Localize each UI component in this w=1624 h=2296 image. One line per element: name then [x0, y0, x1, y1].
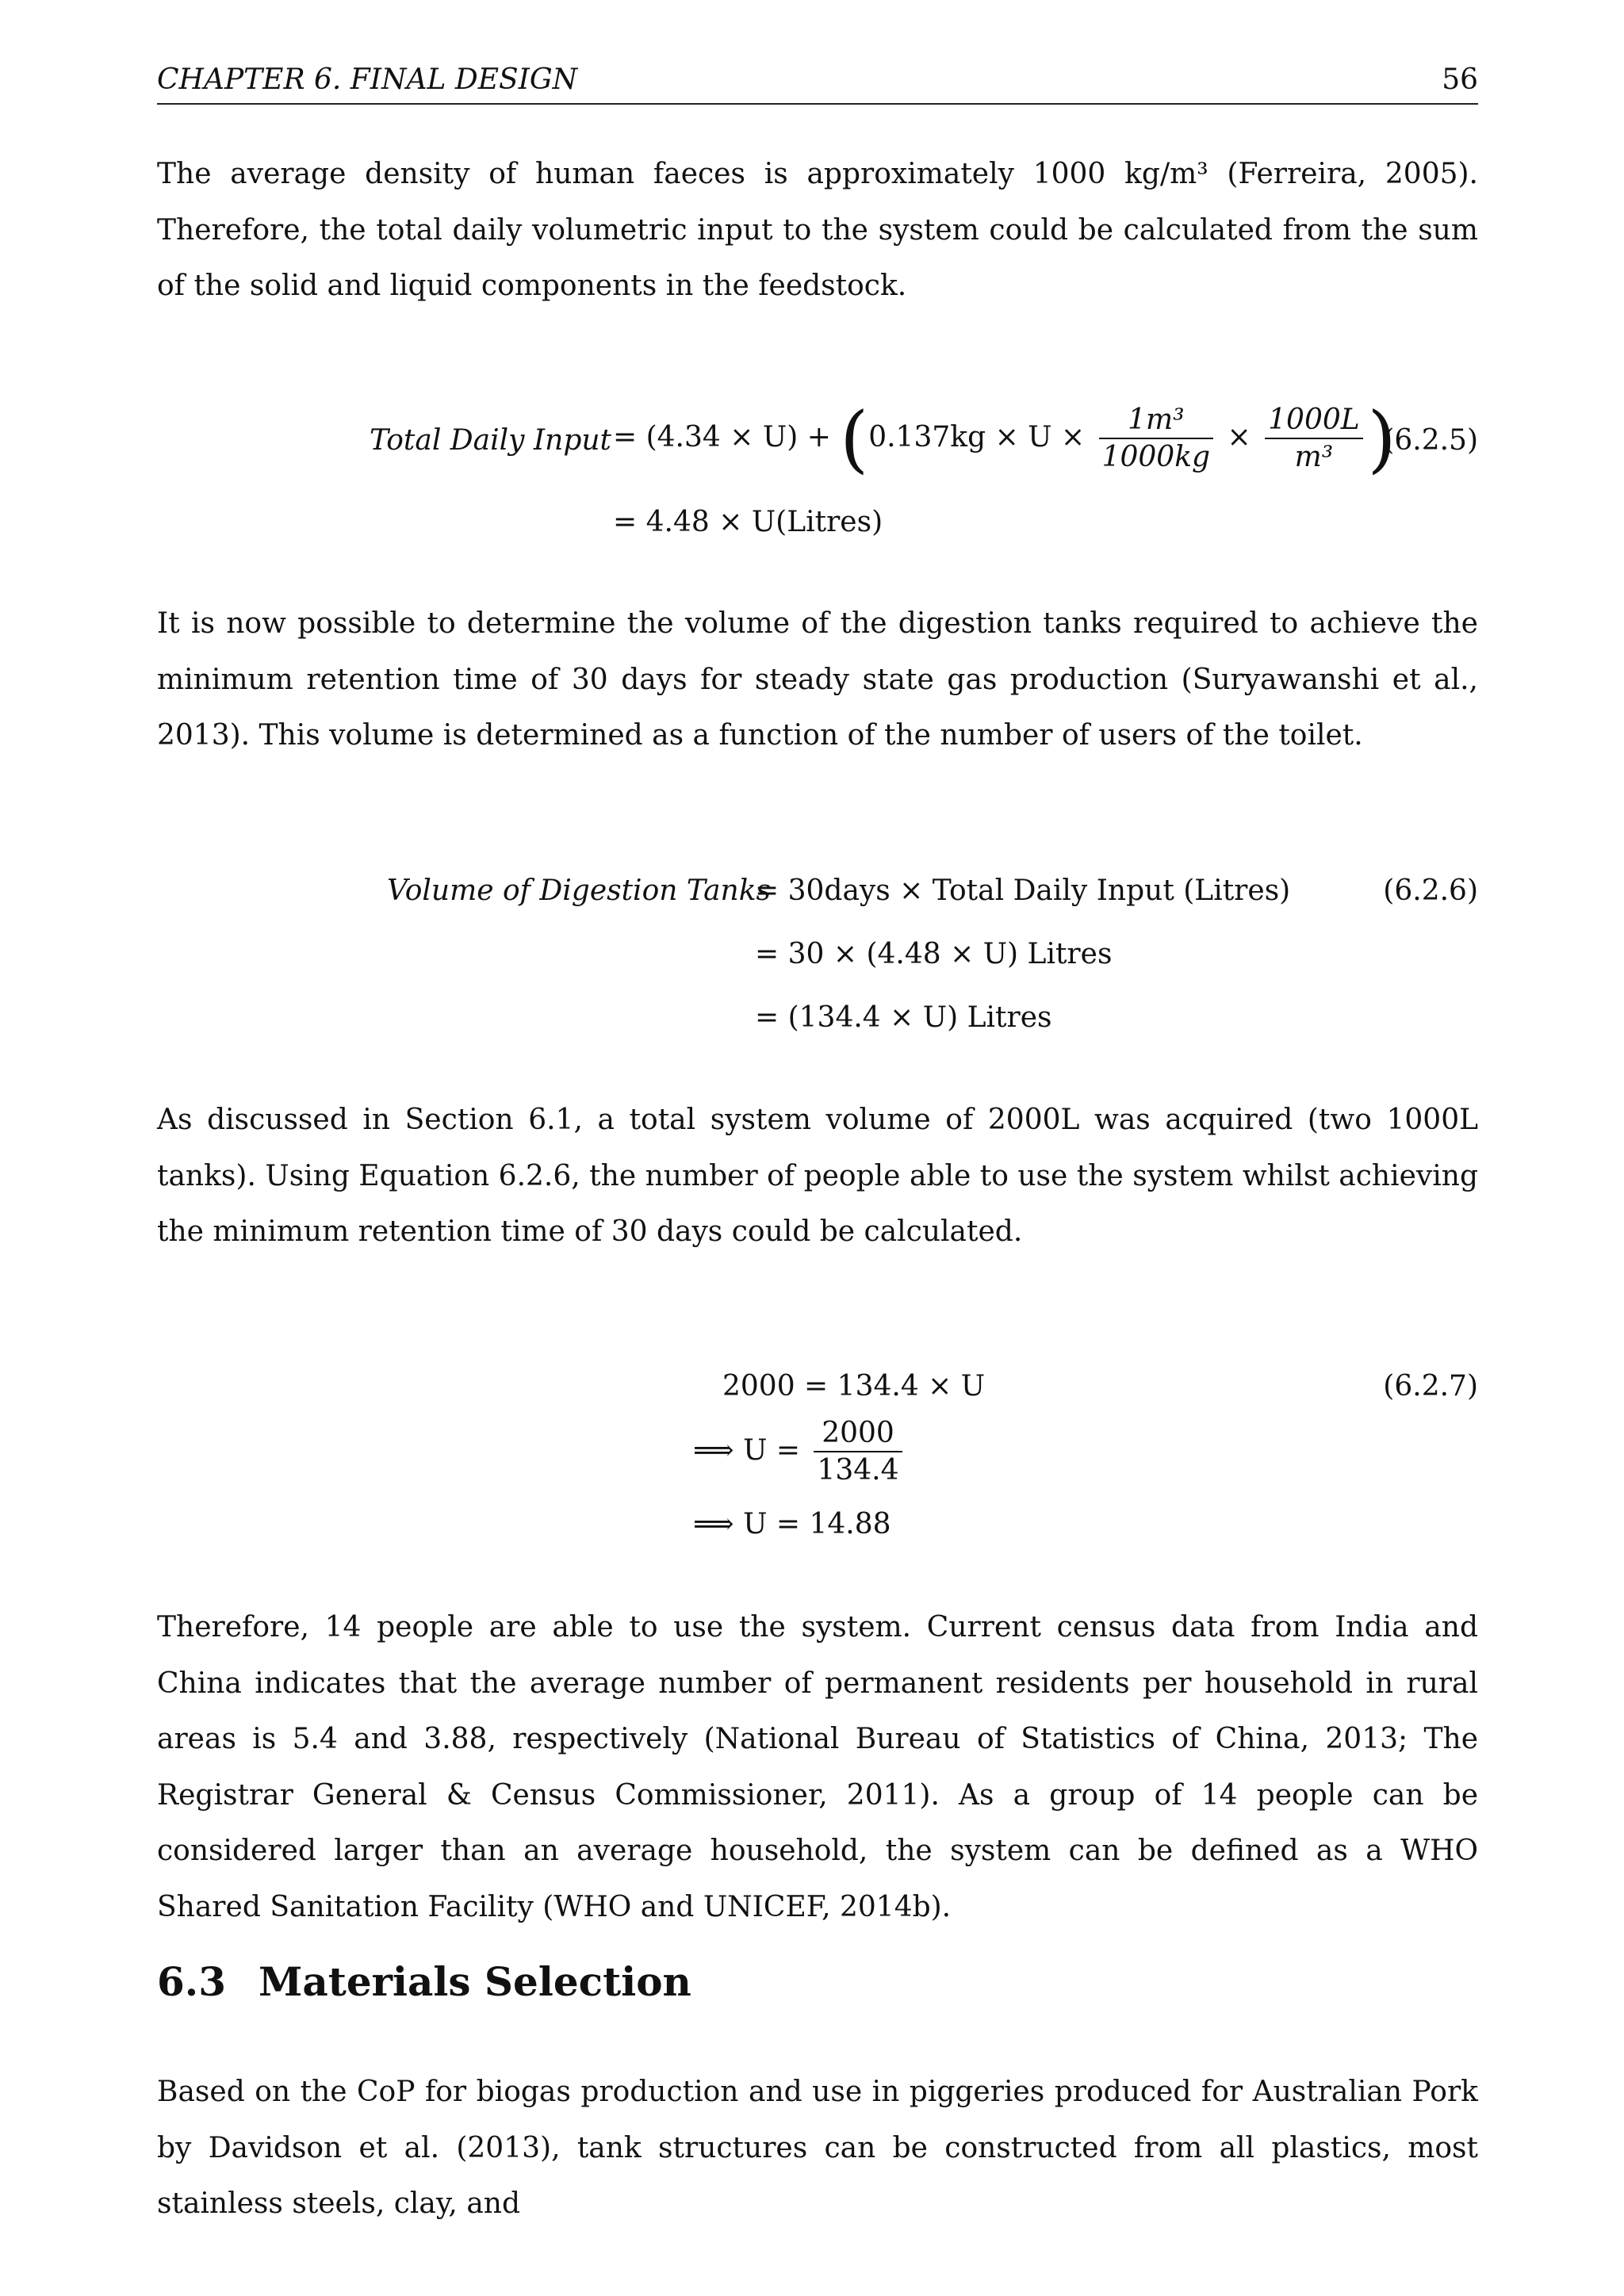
- eq625-frac1-num: 1m³: [1099, 403, 1213, 439]
- eq627-u-eq: U =: [743, 1434, 801, 1467]
- eq626-line1: = 30days × Total Daily Input (Litres): [755, 874, 1291, 907]
- eq625-term: 0.137kg × U ×: [868, 421, 1086, 453]
- paragraph-materials: Based on the CoP for biogas production and use in piggeries produced for Australian Pork by Davidson et al. (2013), tank structures can be constructed from all plastics, most stainless steels, clay, and: [157, 2076, 1478, 2220]
- paragraph-retention: It is now possible to determine the volume of the digestion tanks required to achieve the minimum retention time of 30 days for steady state gas production (Suryawanshi et al., 2013). This volume is determined as a function of the number of users of the toilet.: [157, 607, 1478, 752]
- eq625-line1: [613, 396, 1396, 481]
- paragraph-system-volume: As discussed in Section 6.1, a total system volume of 2000L was acquired (two 1000L tanks). Using Equation 6.2.6, the number of people able to use the system whilst achieving the minimum retention time of 30 days could be calculated.: [157, 1104, 1478, 1248]
- eq627-implies-2: ⟹: [693, 1508, 734, 1540]
- section-number: 6.3: [157, 1958, 226, 2005]
- eq627-result: U = 14.88: [743, 1508, 891, 1540]
- eq625-lhs: Total Daily Input: [370, 424, 612, 457]
- paragraph-density: The average density of human faeces is approximately 1000 kg/m³ (Ferreira, 2005). Therefore, the total daily volumetric input to the system could be calculated from the sum of the solid and liquid components in the feedstock.: [157, 158, 1478, 302]
- chapter-title: CHAPTER 6. FINAL DESIGN: [157, 63, 578, 96]
- eq625-paren-open: (: [840, 396, 869, 481]
- eq625-frac2-den: m³: [1294, 441, 1334, 473]
- eq625-frac1-den: 1000kg: [1101, 441, 1211, 473]
- paragraph-census: Therefore, 14 people are able to use the system. Current census data from India and China indicates that the average number of permanent residents per household in rural areas is 5.4 and 3.88, respectively (National Bureau of Statistics of China, 2013; The Registrar General & Census Commissioner, 2011). As a group of 14 people can be considered larger than an average household, the system can be defined as a WHO Shared Sanitation Facility (WHO and UNICEF, 2014b).: [157, 1611, 1478, 1923]
- eq626-lhs: Volume of Digestion Tanks: [387, 874, 772, 907]
- page-number: 56: [1442, 63, 1478, 96]
- eq625-number: (6.2.5): [1383, 424, 1478, 457]
- eq627-line1: 2000 = 134.4 × U: [722, 1370, 986, 1402]
- eq627-frac-num: 2000: [814, 1416, 902, 1452]
- eq627-implies-1: ⟹: [693, 1434, 734, 1467]
- eq627-frac-den: 134.4: [817, 1454, 899, 1487]
- eq625-times: ×: [1227, 421, 1251, 453]
- eq625-paren-close: ): [1367, 396, 1396, 481]
- eq627-number: (6.2.7): [1383, 1370, 1478, 1402]
- eq625-line2: = 4.48 × U(Litres): [613, 506, 883, 538]
- section-heading: [157, 1958, 691, 2005]
- eq625-start: = (4.34 × U) +: [613, 421, 841, 453]
- eq627-line3: [693, 1508, 891, 1540]
- eq625-fraction-2: [1265, 403, 1363, 476]
- eq627-fraction: [814, 1416, 902, 1489]
- eq626-line3: = (134.4 × U) Litres: [755, 1001, 1052, 1034]
- section-title: Materials Selection: [259, 1958, 691, 2005]
- eq626-line2: = 30 × (4.48 × U) Litres: [755, 938, 1113, 970]
- eq627-line2: [693, 1416, 907, 1489]
- eq625-frac2-num: 1000L: [1265, 403, 1363, 439]
- running-header: [157, 63, 1478, 105]
- eq626-number: (6.2.6): [1383, 874, 1478, 907]
- eq625-fraction-1: [1099, 403, 1213, 476]
